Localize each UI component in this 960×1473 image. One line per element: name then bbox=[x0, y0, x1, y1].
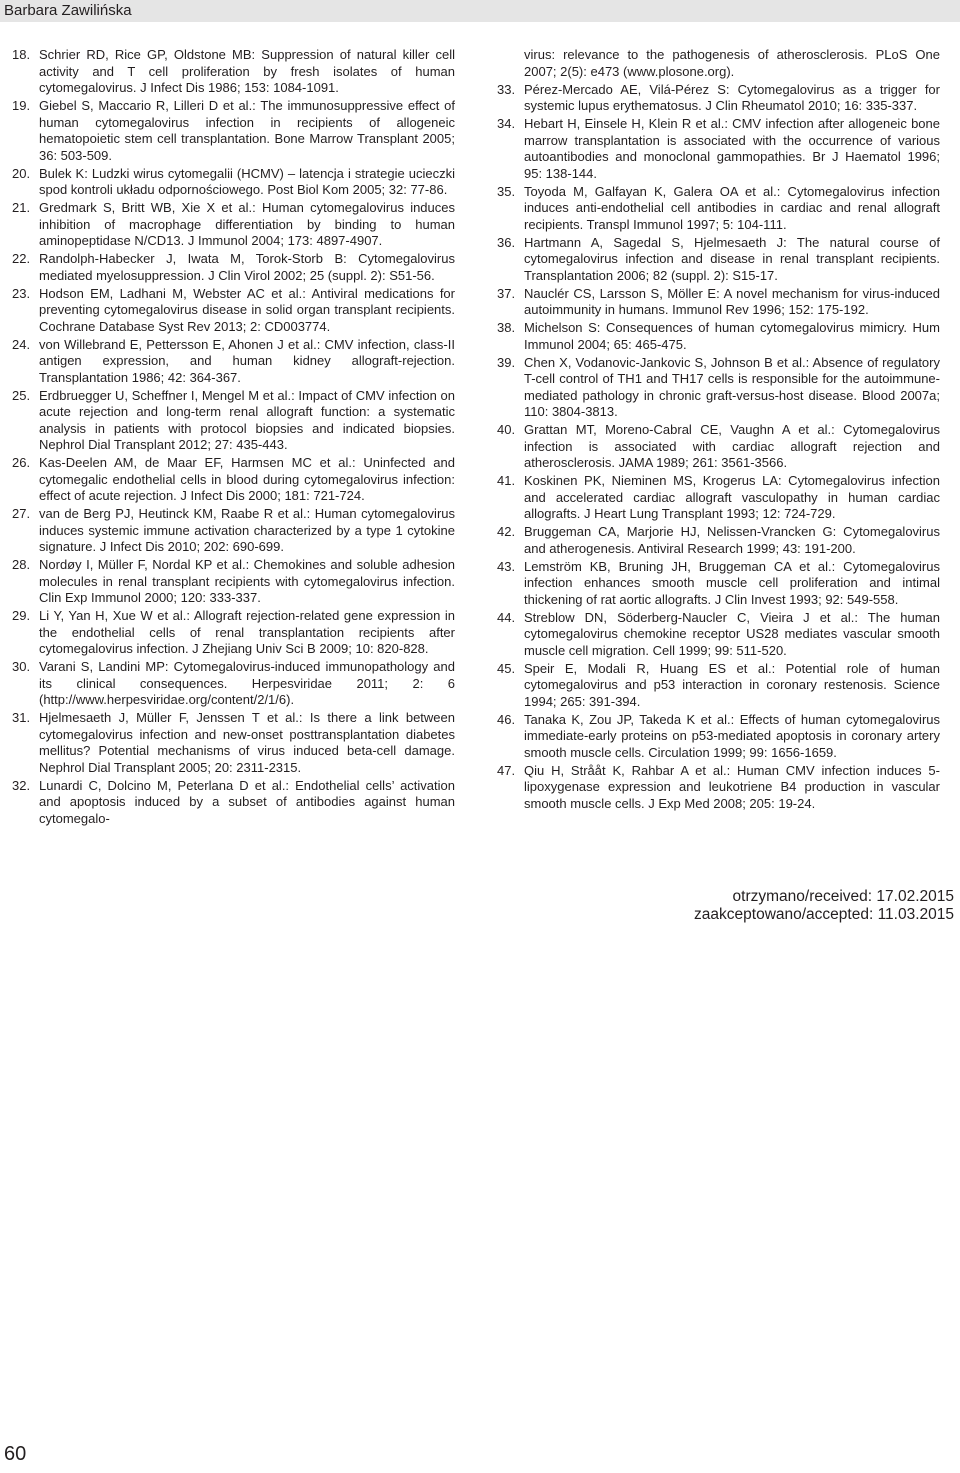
reference-item bbox=[12, 47, 455, 97]
reference-text: Toyoda M, Galfayan K, Galera OA et al.: Cytomegalovirus infection induces anti-endothelial cell antibodies in cardiac and renal allograft recipients. Transpl Immunol 1997; 5: 104-111. bbox=[524, 183, 940, 232]
reference-text: Nordøy I, Müller F, Nordal KP et al.: Chemokines and soluble adhesion molecules in renal transplant recipients with cytomegalovirus infection. Clin Exp Immunol 2000; 120: 333-337. bbox=[39, 557, 455, 605]
reference-item bbox=[12, 608, 455, 658]
reference-item bbox=[497, 116, 940, 182]
reference-number: 32. bbox=[12, 777, 31, 793]
reference-number: 20. bbox=[12, 165, 31, 181]
reference-item bbox=[497, 355, 940, 421]
reference-text: Randolph-Habecker J, Iwata M, Torok-Storb B: Cytomegalovirus mediated myelosuppression. J Clin Virol 2002; 25 (suppl. 2): S51-56. bbox=[39, 251, 455, 283]
reference-number: 27. bbox=[12, 506, 31, 521]
reference-text: Giebel S, Maccario R, Lilleri D et al.: The immunosuppressive effect of human cytomegalovirus infection in recipients of allogeneic hematopoietic stem cell transplantation. Bone Marrow Transplant 2005; 36: 503-509. bbox=[39, 98, 455, 163]
reference-number bbox=[497, 47, 524, 80]
reference-number: 45. bbox=[497, 660, 516, 676]
reference-text: van de Berg PJ, Heutinck KM, Raabe R et al.: Human cytomegalovirus induces systemic immune activation characterized by a type 1 cytokine signature. J Infect Dis 2010; 202: 690-699. bbox=[39, 506, 455, 554]
reference-number: 40. bbox=[497, 422, 516, 437]
reference-number: 21. bbox=[12, 200, 31, 215]
reference-number: 37. bbox=[497, 285, 516, 301]
reference-text: Varani S, Landini MP: Cytomegalovirus-induced immunopathology and its clinical consequences. Herpesviridae 2011; 2: 6 (http://www.herpesviridae.org/content/2/1/6). bbox=[39, 659, 455, 707]
reference-item bbox=[12, 659, 455, 709]
reference-text: Hjelmesaeth J, Müller F, Jenssen T et al.: Is there a link between cytomegalovirus infection and new-onset posttransplantation diabetes mellitus? Potential mechanisms of virus induced beta-cell damage. Nephrol Dial Transplant 2005; 20: 2311-2315. bbox=[39, 710, 455, 775]
reference-item bbox=[497, 320, 940, 353]
reference-text: Hebart H, Einsele H, Klein R et al.: CMV infection after allogeneic bone marrow transplantation is associated with the occurrence of various autoantibodies and monoclonal gammopathies. Br J Haematol 1996; 95: 138-144. bbox=[524, 116, 940, 181]
reference-text: Schrier RD, Rice GP, Oldstone MB: Suppression of natural killer cell activity and T cell proliferation by fresh isolates of human cytomegalovirus. J Infect Dis 1986; 153: 1084-1091. bbox=[39, 47, 455, 95]
reference-item bbox=[12, 98, 455, 164]
reference-text: Pérez-Mercado AE, Vilá-Pérez S: Cytomegalovirus as a trigger for systemic lupus erythematosus. J Clin Rheumatol 2010; 16: 335-337. bbox=[524, 81, 940, 113]
running-header bbox=[0, 0, 960, 22]
reference-number: 22. bbox=[12, 251, 31, 266]
reference-number: 28. bbox=[12, 557, 31, 572]
reference-text: Li Y, Yan H, Xue W et al.: Allograft rejection-related gene expression in the endothelial cells of renal transplantation recipients after cytomegalovirus infection. J Zhejiang Univ Sci B 2009; 10: 820-828. bbox=[39, 608, 455, 656]
reference-text: Qiu H, Strååt K, Rahbar A et al.: Human CMV infection induces 5-lipoxygenase expression and leukotriene B4 production in vascular smooth muscle cells. J Exp Med 2008; 205: 19-24. bbox=[524, 762, 940, 811]
reference-number: 42. bbox=[497, 524, 516, 539]
reference-item bbox=[497, 82, 940, 115]
reference-item bbox=[12, 778, 455, 828]
reference-text: Erdbruegger U, Scheffner I, Mengel M et al.: Impact of CMV infection on acute rejection and long-term renal allograft function: a systematic analysis in patients with protocol biopsies and indicated biopsies. Nephrol Dial Transplant 2012; 27: 435-443. bbox=[39, 387, 455, 452]
reference-item bbox=[497, 422, 940, 472]
reference-item bbox=[12, 388, 455, 454]
reference-text: Koskinen PK, Nieminen MS, Krogerus LA: Cytomegalovirus infection and accelerated cardiac allograft vasculopathy in human cardiac allografts. J Heart Lung Transplant 1993; 12: 724-729. bbox=[524, 473, 940, 521]
accepted-date: zaakceptowano/accepted: 11.03.2015 bbox=[694, 906, 954, 923]
reference-text: Tanaka K, Zou JP, Takeda K et al.: Effects of human cytomegalovirus immediate-early proteins on p53-mediated apoptosis in coronary artery smooth muscle cells. Circulation 1999; 99: 1656-1659. bbox=[524, 711, 940, 760]
reference-text: Chen X, Vodanovic-Jankovic S, Johnson B et al.: Absence of regulatory T-cell control of TH1 and TH17 cells is responsible for the autoimmune-mediated pathology in chronic graft-versus-host disease. Blood 2007a; 110: 3804-3813. bbox=[524, 354, 940, 419]
reference-item bbox=[497, 47, 940, 80]
reference-number: 24. bbox=[12, 336, 31, 352]
reference-item bbox=[497, 286, 940, 319]
reference-number: 43. bbox=[497, 558, 516, 574]
reference-number: 29. bbox=[12, 608, 31, 623]
reference-item bbox=[12, 710, 455, 776]
reference-number: 34. bbox=[497, 116, 516, 131]
reference-item bbox=[12, 251, 455, 284]
reference-text: Kas-Deelen AM, de Maar EF, Harmsen MC et al.: Uninfected and cytomegalic endothelial cells in blood during cytomegalovirus infection: effect of acute rejection. J Infect Dis 2000; 181: 721-724. bbox=[39, 455, 455, 503]
reference-item bbox=[497, 473, 940, 523]
received-date: otrzymano/received: 17.02.2015 bbox=[732, 888, 954, 905]
reference-text: Michelson S: Consequences of human cytomegalovirus mimicry. Hum Immunol 2004; 65: 465-475. bbox=[524, 320, 940, 352]
reference-text: Bruggeman CA, Marjorie HJ, Nelissen-Vrancken G: Cytomegalovirus and atherogenesis. Antiviral Research 1999; 43: 191-200. bbox=[524, 524, 940, 556]
reference-text: Nauclér CS, Larsson S, Möller E: A novel mechanism for virus-induced autoimmunity in humans. Immunol Rev 1996; 152: 175-192. bbox=[524, 285, 940, 317]
reference-item bbox=[12, 200, 455, 250]
reference-item bbox=[12, 337, 455, 387]
reference-text: Hartmann A, Sagedal S, Hjelmesaeth J: The natural course of cytomegalovirus infection and disease in renal transplant recipients. Transplantation 2006; 82 (suppl. 2): S15-17. bbox=[524, 234, 940, 283]
reference-item bbox=[497, 763, 940, 813]
reference-item bbox=[12, 506, 455, 556]
reference-item bbox=[497, 559, 940, 609]
reference-number: 36. bbox=[497, 234, 516, 250]
reference-number: 44. bbox=[497, 609, 516, 625]
header-author: Barbara Zawilińska bbox=[4, 2, 132, 19]
reference-number: 23. bbox=[12, 285, 31, 301]
reference-number: 18. bbox=[12, 47, 31, 62]
reference-text: Grattan MT, Moreno-Cabral CE, Vaughn A et al.: Cytomegalovirus infection is associated with cardiac allograft rejection and atherosclerosis. JAMA 1989; 261: 3561-3566. bbox=[524, 422, 940, 470]
reference-text: Bulek K: Ludzki wirus cytomegalii (HCMV) – latencja i strategie ucieczki spod kontroli układu odpornościowego. Post Biol Kom 2005; 32: 77-86. bbox=[39, 165, 455, 197]
reference-number: 39. bbox=[497, 354, 516, 370]
reference-text: virus: relevance to the pathogenesis of atherosclerosis. PLoS One 2007; 2(5): e473 (www.plosone.org). bbox=[524, 47, 940, 79]
reference-number: 35. bbox=[497, 183, 516, 199]
reference-number: 25. bbox=[12, 387, 31, 403]
reference-text: Hodson EM, Ladhani M, Webster AC et al.: Antiviral medications for preventing cytomegalovirus disease in solid organ transplant recipients. Cochrane Database Syst Rev 2013; 2: CD003774. bbox=[39, 285, 455, 334]
reference-item bbox=[497, 524, 940, 557]
reference-item bbox=[497, 661, 940, 711]
reference-item bbox=[12, 286, 455, 336]
received-dates bbox=[694, 888, 954, 924]
reference-number: 30. bbox=[12, 659, 31, 674]
reference-number: 47. bbox=[497, 762, 516, 778]
reference-item bbox=[12, 166, 455, 199]
reference-number: 41. bbox=[497, 473, 516, 488]
reference-number: 26. bbox=[12, 455, 31, 470]
reference-number: 46. bbox=[497, 711, 516, 727]
reference-text: Streblow DN, Söderberg-Naucler C, Vieira J et al.: The human cytomegalovirus chemokine receptor US28 mediates vascular smooth muscle cell migration. Cell 1999; 99: 511-520. bbox=[524, 609, 940, 658]
reference-number: 31. bbox=[12, 710, 31, 725]
references-right-column bbox=[497, 47, 940, 814]
reference-text: Lemström KB, Bruning JH, Bruggeman CA et al.: Cytomegalovirus infection enhances smooth muscle cell proliferation and intimal thickening of rat aortic allografts. J Clin Invest 1993; 92: 549-558. bbox=[524, 558, 940, 607]
reference-item bbox=[497, 610, 940, 660]
page-number: 60 bbox=[4, 1443, 27, 1465]
reference-item bbox=[12, 557, 455, 607]
reference-item bbox=[497, 184, 940, 234]
reference-text: von Willebrand E, Pettersson E, Ahonen J et al.: CMV infection, class-II antigen expression, and human kidney allograft-rejection. Transplantation 1986; 42: 364-367. bbox=[39, 336, 455, 385]
reference-item bbox=[12, 455, 455, 505]
reference-number: 33. bbox=[497, 81, 516, 97]
references-left-column bbox=[12, 47, 455, 829]
reference-item bbox=[497, 235, 940, 285]
reference-text: Gredmark S, Britt WB, Xie X et al.: Human cytomegalovirus induces inhibition of macrophage differentiation by binding to human aminopeptidase N/CD13. J Immunol 2004; 173: 4897-4907. bbox=[39, 200, 455, 248]
reference-number: 19. bbox=[12, 98, 31, 113]
reference-text: Lunardi C, Dolcino M, Peterlana D et al.: Endothelial cells’ activation and apoptosis induced by a subset of antibodies against human cytomegalo- bbox=[39, 777, 455, 826]
reference-number: 38. bbox=[497, 320, 516, 335]
reference-item bbox=[497, 712, 940, 762]
reference-text: Speir E, Modali R, Huang ES et al.: Potential role of human cytomegalovirus and p53 interaction in coronary restenosis. Science 1994; 265: 391-394. bbox=[524, 660, 940, 709]
